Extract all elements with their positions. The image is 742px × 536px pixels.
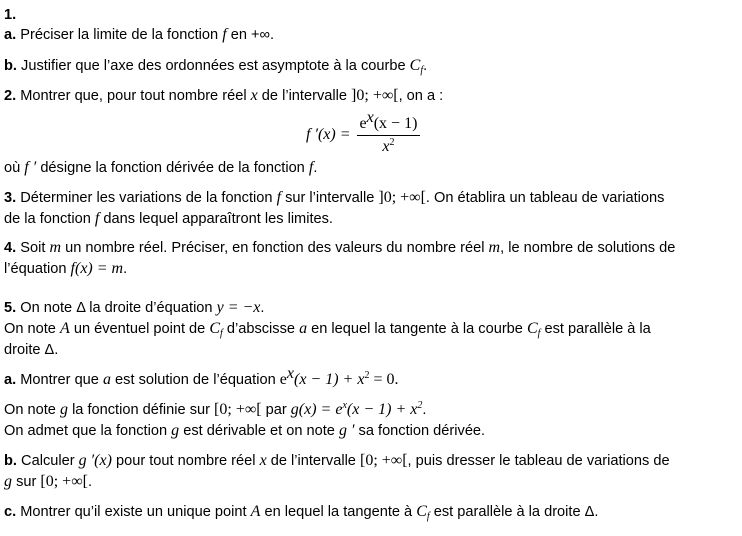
question-2: 2. Montrer que, pour tout nombre réel x de l’intervalle ]0; +∞[, on a : [4, 87, 444, 104]
question-5-line-3: droite Δ. [4, 342, 59, 358]
question-4-line-1: 4. Soit m un nombre réel. Préciser, en fonction des valeurs du nombre réel m, le nombre de solutions de [4, 239, 676, 256]
question-5b-line-1: b. Calculer g ′(x) pour tout nombre réel x de l’intervalle [0; +∞[, puis dresser le tableau de variations de [4, 452, 670, 469]
question-4-line-2: l’équation f(x) = m. [4, 260, 128, 277]
derivative-formula: f ′(x) = $\frac{e^x(x - 1)}{x^2}$ [306, 112, 420, 158]
question-3-line-2: de la fonction f dans lequel apparaîtront les limites. [4, 210, 333, 227]
question-5-line-2: On note A un éventuel point de $C_f$ d’abscisse a en lequel la tangente à la courbe $C_f$ est parallèle à la [4, 320, 651, 339]
question-5-g-definition: On note g la fonction définie sur [0; +∞[ par $g(x) = e^x(x - 1) + x^2$. [4, 400, 427, 418]
question-1b: b. Justifier que l’axe des ordonnées est asymptote à la courbe $C_f$. [4, 57, 428, 76]
question-5b-line-2: g sur [0; +∞[. [4, 473, 92, 490]
question-5c: c. Montrer qu’il existe un unique point A en lequel la tangente à $C_f$ est parallèle à la droite Δ. [4, 503, 599, 522]
question-1a: a. Préciser la limite de la fonction f en +∞. [4, 26, 275, 43]
formula-fraction: $\frac{e^x(x - 1)}{x^2}$ [357, 115, 421, 156]
question-5a: a. Montrer que a est solution de l’équation $e^x(x - 1) + x^2 = 0$. [4, 365, 399, 388]
question-5-g-derivable: On admet que la fonction g est dérivable et on note g ′ sa fonction dérivée. [4, 422, 486, 439]
question-5-line-1: 5. On note Δ la droite d’équation y = −x. [4, 299, 265, 316]
question-2-note: où f ′ désigne la fonction dérivée de la fonction f. [4, 159, 318, 176]
question-3-line-1: 3. Déterminer les variations de la fonction f sur l’intervalle ]0; +∞[. On établira un tableau de variations [4, 189, 665, 206]
question-1-number: 1. [4, 7, 17, 23]
